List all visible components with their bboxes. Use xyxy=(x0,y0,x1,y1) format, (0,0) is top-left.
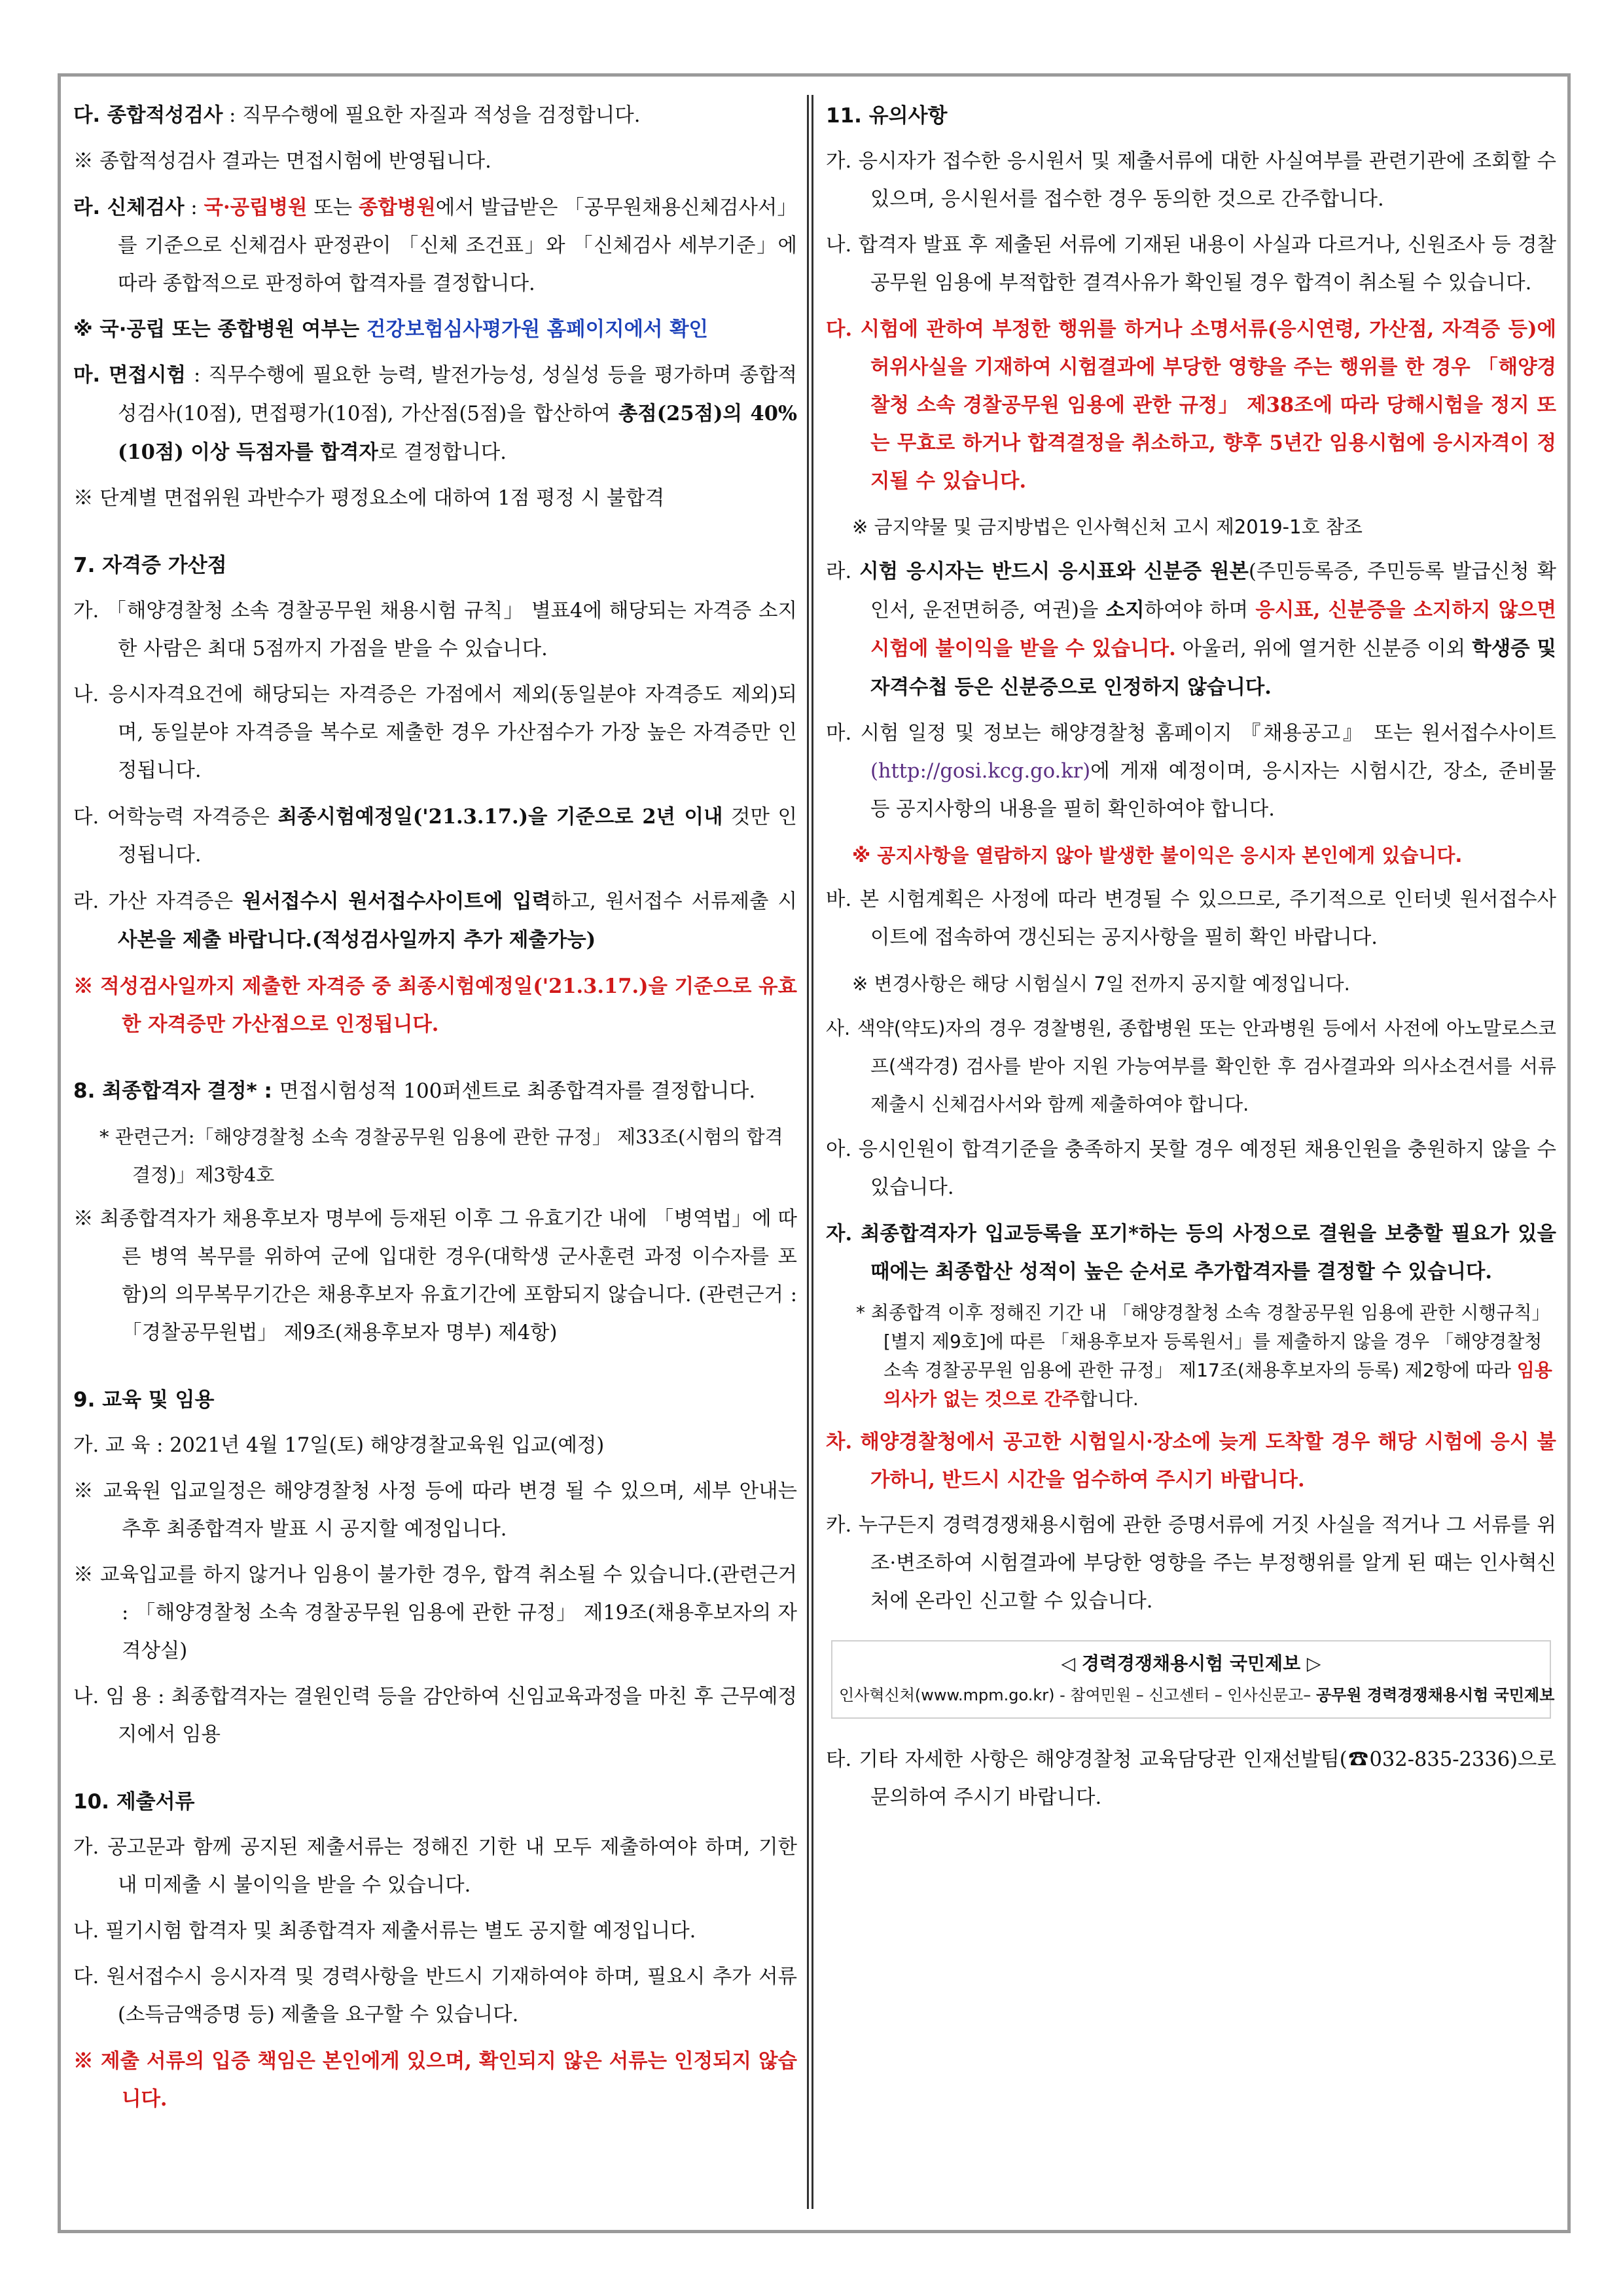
aptitude-test-note: ※ 종합적성검사 결과는 면접시험에 반영됩니다. xyxy=(73,150,491,173)
documents-item-c: 다. 원서접수시 응시자격 및 경력사항을 반드시 기재하여야 하며, 필요시 추가 서류(소득금액증명 등) 제출을 요구할 수 있습니다. xyxy=(73,1965,797,2026)
notice-item-i: 자. 최종합격자가 입교등록을 포기*하는 등의 사정으로 결원을 보충할 필요가 있을 때에는 최종합산 성적이 높은 순서로 추가합격자를 결정할 수 있습니다. xyxy=(826,1222,1556,1283)
notice-item-d: 라. 시험 응시자는 반드시 응시표와 신분증 원본(주민등록증, 주민등록 발급신청 확인서, 운전면허증, 여권)을 소지하여야 하며 응시표, 신분증을 소지하지 않으면 시험에 불이익을 받을 수 있습니다. 아울러, 위에 열거한 신분증 이외 학생증 및 자격수첩 등은 신분증으로 인정하지 않습니다. xyxy=(826,560,1556,699)
report-box xyxy=(831,1640,1555,1719)
final-pass-note: ※ 최종합격자가 채용후보자 명부에 등재된 이후 그 유효기간 내에 「병역법」에 따른 병역 복무를 위하여 군에 입대한 경우(대학생 군사훈련 과정 이수자를 포함)의 의무복무기간은 채용후보자 유효기간에 포함되지 않습니다. (관련근거 : 「경찰공무원법」 제9조(채용후보자 명부) 제4항) xyxy=(73,1208,797,1344)
report-box-path: 인사혁신처(www.mpm.go.kr) - 참여민원 – 신고센터 – 인사신문고– 공무원 경력경쟁채용시험 국민제보 xyxy=(839,1686,1555,1704)
education-item: 가. 교 육 : 2021년 4월 17일(토) 해양경찰교육원 입교(예정) xyxy=(73,1434,605,1457)
notice-item-e: 마. 시험 일정 및 정보는 해양경찰청 홈페이지 『채용공고』 또는 원서접수사이트(http://gosi.kcg.go.kr)에 게재 예정이며, 응시자는 시험시간, 장소, 준비물 등 공지사항의 내용을 필히 확인하여야 합니다. xyxy=(826,722,1556,821)
physical-exam-item: 라. 신체검사 : 국·공립병원 또는 종합병원에서 발급받은 「공무원채용신체검사서」를 기준으로 신체검사 판정관이 「신체 조건표」와 「신체검사 세부기준」에 따라 종합적으로 판정하여 합격자를 결정합니다. xyxy=(73,196,797,295)
cert-item-b: 나. 응시자격요건에 해당되는 자격증은 가점에서 제외(동일분야 자격증도 제외)되며, 동일분야 자격증을 복수로 제출한 경우 가산점수가 가장 높은 자격증만 인정됩니다. xyxy=(73,683,797,782)
cert-note: ※ 적성검사일까지 제출한 자격증 중 최종시험예정일('21.3.17.)을 기준으로 유효한 자격증만 가산점으로 인정됩니다. xyxy=(73,975,797,1036)
notice-item-c: 다. 시험에 관하여 부정한 행위를 하거나 소명서류(응시연령, 가산점, 자격증 등)에 허위사실을 기재하여 시험결과에 부당한 영향을 주는 행위를 한 경우 「해양경찰청 소속 경찰공무원 임용에 관한 규정」 제38조에 따라 당해시험을 정지 또는 무효로 하거나 합격결정을 취소하고, 향후 5년간 임용시험에 응시자격이 정지될 수 있습니다. xyxy=(826,317,1556,493)
left-column xyxy=(73,97,797,2126)
notice-item-g: 사. 색약(약도)자의 경우 경찰병원, 종합병원 또는 안과병원 등에서 사전에 아노말로스코프(색각경) 검사를 받아 지원 가능여부를 확인한 후 검사결과와 의사소견서를 서류제출시 신체검사서와 함께 제출하여야 합니다. xyxy=(826,1017,1556,1115)
section-7-heading: 7. 자격증 가산점 xyxy=(73,554,227,577)
physical-exam-note: ※ 국·공립 또는 종합병원 여부는 건강보험심사평가원 홈페이지에서 확인 xyxy=(73,318,708,341)
report-box-title: ◁ 경력경쟁채용시험 국민제보 ▷ xyxy=(1061,1653,1321,1674)
phone-icon: ☎ xyxy=(1347,1748,1370,1771)
education-note-2: ※ 교육입교를 하지 않거나 임용이 불가한 경우, 합격 취소될 수 있습니다.(관련근거 : 「해양경찰청 소속 경찰공무원 임용에 관한 규정」 제19조(채용후보자의 자격상실) xyxy=(73,1564,797,1662)
right-column xyxy=(826,97,1556,1825)
cert-item-c: 다. 어학능력 자격증은 최종시험예정일('21.3.17.)을 기준으로 2년 이내 것만 인정됩니다. xyxy=(73,805,798,867)
documents-item-b: 나. 필기시험 합격자 및 최종합격자 제출서류는 별도 공지할 예정입니다. xyxy=(73,1920,696,1943)
cert-item-a: 가. 「해양경찰청 소속 경찰공무원 채용시험 규칙」 별표4에 해당되는 자격증 소지한 사람은 최대 5점까지 가점을 받을 수 있습니다. xyxy=(73,600,797,660)
notice-item-b: 나. 합격자 발표 후 제출된 서류에 기재된 내용이 사실과 다르거나, 신원조사 등 경찰공무원 임용에 부적합한 결격사유가 확인될 경우 합격이 취소될 수 있습니다. xyxy=(826,234,1556,295)
notice-check-note: ※ 공지사항을 열람하지 않아 발생한 불이익은 응시자 본인에게 있습니다. xyxy=(852,844,1463,867)
notice-item-f: 바. 본 시험계획은 사정에 따라 변경될 수 있으므로, 주기적으로 인터넷 원서접수사이트에 접속하여 갱신되는 공지사항을 필히 확인 바랍니다. xyxy=(826,888,1556,949)
notice-item-j: 차. 해양경찰청에서 공고한 시험일시·장소에 늦게 도착할 경우 해당 시험에 응시 불가하니, 반드시 시간을 엄수하여 주시기 바랍니다. xyxy=(826,1430,1556,1492)
interview-note: ※ 단계별 면접위원 과반수가 평정요소에 대하여 1점 평정 시 불합격 xyxy=(73,487,665,510)
documents-note: ※ 제출 서류의 입증 책임은 본인에게 있으며, 확인되지 않은 서류는 인정되지 않습니다. xyxy=(73,2049,797,2111)
cert-item-d: 라. 가산 자격증은 원서접수시 원서접수사이트에 입력하고, 원서접수 서류제출 시 사본을 제출 바랍니다.(적성검사일까지 추가 제출가능) xyxy=(73,889,798,952)
aptitude-test-item: 다. 종합적성검사 : 직무수행에 필요한 자질과 적성을 검정합니다. xyxy=(73,104,641,127)
section-9-heading: 9. 교육 및 임용 xyxy=(73,1388,215,1412)
notice-item-l: 타. 기타 자세한 사항은 해양경찰청 교육담당관 인재선발팀(☎032-835-2336)으로 문의하여 주시기 바랍니다. xyxy=(826,1748,1556,1809)
column-divider xyxy=(807,95,813,2209)
notice-item-a: 가. 응시자가 접수한 응시원서 및 제출서류에 대한 사실여부를 관련기관에 조회할 수 있으며, 응시원서를 접수한 경우 동의한 것으로 간주합니다. xyxy=(826,150,1556,211)
change-notice-note: ※ 변경사항은 해당 시험실시 7일 전까지 공지할 예정입니다. xyxy=(852,973,1350,995)
enrollment-waiver-note: * 최종합격 이후 정해진 기간 내 「해양경찰청 소속 경찰공무원 임용에 관한 시행규칙」[별지 제9호]에 따른 「채용후보자 등록원서」를 제출하지 않을 경우 「해양경찰청 소속 경찰공무원 임용에 관한 규정」 제17조(채용후보자의 등록) 제2항에 따라 임용의사가 없는 것으로 간주합니다. xyxy=(856,1302,1552,1410)
prohibited-drug-note: ※ 금지약물 및 금지방법은 인사혁신처 고시 제2019-1호 참조 xyxy=(852,516,1363,538)
section-10-heading: 10. 제출서류 xyxy=(73,1790,195,1814)
notice-item-h: 아. 응시인원이 합격기준을 충족하지 못할 경우 예정된 채용인원을 충원하지 않을 수 있습니다. xyxy=(826,1138,1556,1199)
notice-item-k: 카. 누구든지 경력경쟁채용시험에 관한 증명서류에 거짓 사실을 적거나 그 서류를 위조·변조하여 시험결과에 부당한 영향을 주는 부정행위를 알게 된 때는 인사혁신처에 온라인 신고할 수 있습니다. xyxy=(826,1514,1556,1613)
documents-item-a: 가. 공고문과 함께 공지된 제출서류는 정해진 기한 내 모두 제출하여야 하며, 기한 내 미제출 시 불이익을 받을 수 있습니다. xyxy=(73,1836,797,1897)
appointment-item: 나. 임 용 : 최종합격자는 결원인력 등을 감안하여 신임교육과정을 마친 후 근무예정지에서 임용 xyxy=(73,1685,797,1746)
section-8-heading: 8. 최종합격자 결정* : 면접시험성적 100퍼센트로 최종합격자를 결정합니다. xyxy=(73,1079,756,1103)
final-pass-basis: * 관련근거:「해양경찰청 소속 경찰공무원 임용에 관한 규정」 제33조(시험의 합격결정)」제3항4호 xyxy=(99,1126,783,1186)
section-11-heading: 11. 유의사항 xyxy=(826,104,948,128)
recruitment-site-link[interactable]: (http://gosi.kcg.go.kr) xyxy=(870,760,1091,783)
education-note-1: ※ 교육원 입교일정은 해양경찰청 사정 등에 따라 변경 될 수 있으며, 세부 안내는 추후 최종합격자 발표 시 공지할 예정입니다. xyxy=(73,1480,797,1541)
interview-item: 마. 면접시험 : 직무수행에 필요한 능력, 발전가능성, 성실성 등을 평가하며 종합적성검사(10점), 면접평가(10점), 가산점(5점)을 합산하여 총점(25점)의 40%(10점) 이상 득점자를 합격자로 결정합니다. xyxy=(73,364,798,464)
